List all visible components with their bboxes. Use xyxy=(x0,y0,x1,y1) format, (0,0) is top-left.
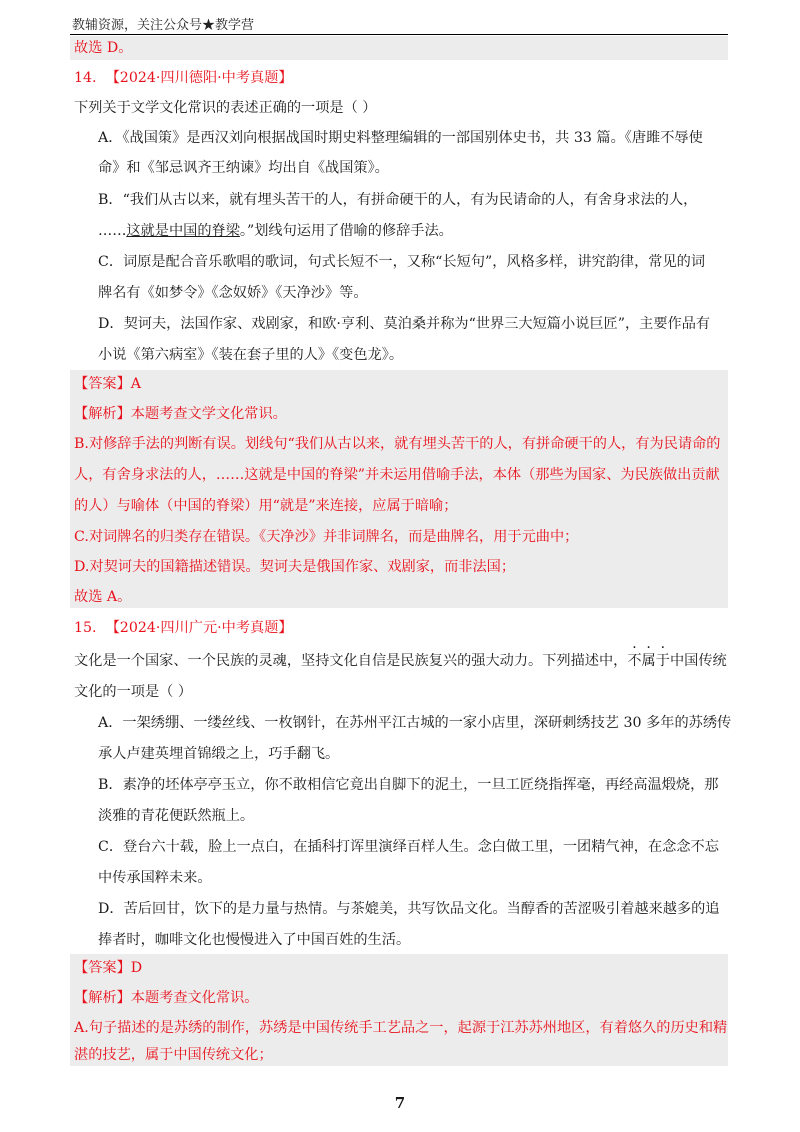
q15-option-d-line1: D．苦后回甘，饮下的是力量与热情。与茶媲美，共写饮品文化。当醇香的苦涩吸引着越来越多的追 xyxy=(98,901,720,917)
q15-option-d-line2: 捧者时，咖啡文化也慢慢进入了中国百姓的生活。 xyxy=(98,932,411,948)
q15-source: 【2024·四川广元·中考真题】 xyxy=(105,620,293,636)
q14-option-c-line1: C．词原是配合音乐歌唱的歌词，句式长短不一，又称“长短句”，风格多样，讲究韵律，常见的词 xyxy=(98,254,706,270)
header-rule xyxy=(70,34,728,35)
q14-answer: 【答案】A xyxy=(74,376,141,392)
q15-option-a-line1: A．一架绣绷、一缕丝线、一枚钢针，在苏州平江古城的一家小店里，深研刺绣技艺 30 多年的苏绣传 xyxy=(98,715,732,731)
q14-conclusion: 故选 A。 xyxy=(74,589,132,605)
q15-stem-line2: 文化的一项是（ ） xyxy=(74,684,193,700)
q15-stem-pre: 文化是一个国家、一个民族的灵魂，坚持文化自信是民族复兴的强大动力。下列描述中， xyxy=(74,653,628,669)
q14-explanation-c: C.对词牌名的归类存在错误。《天净沙》并非词牌名，而是曲牌名，用于元曲中； xyxy=(74,529,579,545)
q15-option-b-line1: B．素净的坯体亭亭玉立，你不敢相信它竟出自脚下的泥土，一旦工匠绕指挥毫，再经高温煅烧，那 xyxy=(98,777,719,793)
q14-explanation-b-line2: 人，有舍身求法的人，……这就是中国的脊梁”并未运用借喻手法，本体（那些为国家、为民族做出贡献 xyxy=(74,467,720,483)
q15-option-b-line2: 淡雅的青花便跃然瓶上。 xyxy=(98,808,255,824)
q14-number: 14. xyxy=(74,70,97,86)
page-number: 7 xyxy=(394,1094,406,1112)
q15-option-a-line2: 承人卢建英埋首锦缎之上，巧手翻飞。 xyxy=(98,746,340,762)
q15-explanation-a-line2: 湛的技艺，属于中国传统文化； xyxy=(74,1047,273,1063)
q15-option-c-line1: C．登台六十载，脸上一点白，在插科打诨里演绎百样人生。念白做工里，一团精气神，在念念不忘 xyxy=(98,839,719,855)
q15-option-c-line2: 中传承国粹未来。 xyxy=(98,870,212,886)
q14-explanation-b-line1: B.对修辞手法的判断有误。划线句“我们从古以来，就有埋头苦干的人，有拼命硬干的人，有为民请命的 xyxy=(74,436,721,452)
q14-b-suffix: 。”划线句运用了借喻的修辞手法。 xyxy=(239,223,453,239)
q15-stem-post: 中国传统 xyxy=(669,653,727,669)
q14-underlined-sentence: 这就是中国的脊梁 xyxy=(126,223,240,239)
q14-stem: 下列关于文学文化常识的表述正确的一项是（ ） xyxy=(74,100,377,116)
q14-option-b-line1: B．“我们从古以来，就有埋头苦干的人，有拼命硬干的人，有为民请命的人，有舍身求法的人， xyxy=(98,192,698,208)
q14-source: 【2024·四川德阳·中考真题】 xyxy=(105,70,293,86)
q14-option-a-line2: 命》和《邹忌讽齐王纳谏》均出自《战国策》。 xyxy=(98,160,389,176)
q15-emphasis-char-1: 不 xyxy=(627,653,642,669)
q14-option-a-line1: A．《战国策》是西汉刘向根据战国时期史料整理编辑的一部国别体史书，共 33 篇。《唐雎不辱使 xyxy=(98,130,703,146)
q14-option-b-line2 xyxy=(98,221,453,241)
q15-stem-line1 xyxy=(74,651,727,671)
q15-emphasis-char-2: 属 xyxy=(641,653,656,669)
q14-explanation-b-line3: 的人）与喻体（中国的脊梁）用“就是”来连接，应属于暗喻； xyxy=(74,498,458,514)
page-header: 教辅资源，关注公众号★教学营 xyxy=(72,18,255,33)
q15-number: 15. xyxy=(74,620,97,636)
q14-analysis-head: 【解析】本题考查文学文化常识。 xyxy=(74,406,287,422)
q15-answer: 【答案】D xyxy=(74,960,143,976)
prev-conclusion: 故选 D。 xyxy=(74,40,133,56)
q14-explanation-d: D.对契诃夫的国籍描述错误。契诃夫是俄国作家、戏剧家，而非法国； xyxy=(74,559,516,575)
q14-option-d-line2: 小说《第六病室》《装在套子里的人》《变色龙》。 xyxy=(98,347,404,363)
prev-answer-band xyxy=(70,36,728,60)
q15-heading xyxy=(74,618,293,638)
q15-emphasis-char-3: 于 xyxy=(655,653,670,669)
q14-option-c-line2: 牌名有《如梦令》《念奴娇》《天净沙》等。 xyxy=(98,285,368,301)
q15-analysis-head: 【解析】本题考查文化常识。 xyxy=(74,990,259,1006)
q14-heading xyxy=(74,68,293,88)
q14-option-d-line1: D．契诃夫，法国作家、戏剧家，和欧·亨利、莫泊桑并称为“世界三大短篇小说巨匠”，主要作品有 xyxy=(98,316,711,332)
q15-explanation-a-line1: A.句子描述的是苏绣的制作，苏绣是中国传统手工艺品之一，起源于江苏苏州地区，有着悠久的历史和精 xyxy=(74,1020,728,1036)
q14-b-prefix: …… xyxy=(98,223,127,239)
